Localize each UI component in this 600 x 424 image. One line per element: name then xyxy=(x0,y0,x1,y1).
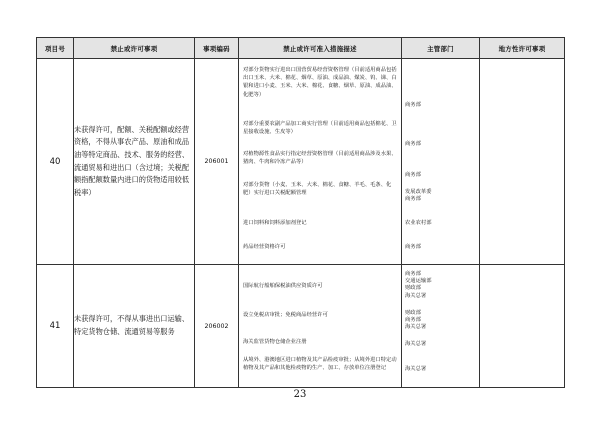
dept-name: 海关总署 xyxy=(405,366,427,372)
dept-group xyxy=(405,141,477,148)
measure-item: 对部分重要农副产品加工商实行管理（目前适用商品包括棉花、卫星接收设施、生皮等） xyxy=(243,121,397,136)
measures-cell xyxy=(239,265,402,388)
item-code: 206002 xyxy=(195,265,239,388)
measure-item: 对部分货物（小麦、玉米、大米、棉花、食糖、羊毛、毛条、化肥）实行进口关税配额管理 xyxy=(243,182,392,197)
dept-name: 发展改革委 xyxy=(405,189,432,195)
local-permit-cell xyxy=(480,59,565,265)
dept-name: 海关总署 xyxy=(405,324,427,331)
dept-cell xyxy=(402,59,480,265)
dept-name: 商务部 xyxy=(405,244,421,250)
measure-item: 国际航行船舶保税油供应资质许可 xyxy=(243,283,323,289)
dept-name: 财政部 xyxy=(405,285,421,292)
measure-item: 药品经营资格许可 xyxy=(243,244,286,250)
header-row xyxy=(37,38,565,59)
measure-item: 设立免税店审批；免税商品经营许可 xyxy=(243,312,328,318)
dept-group xyxy=(405,172,477,179)
dept-name: 商务部 xyxy=(405,196,421,203)
row-number: 40 xyxy=(37,59,74,265)
header-prohibit: 禁止或许可事项 xyxy=(74,38,195,59)
dept-group xyxy=(405,244,477,251)
dept-name: 商务部 xyxy=(405,317,421,324)
prohibit-description: 未获得许可，配额、关税配额或经营资格，不得从事农产品、原油和成品油等特定商品、技术、服务的经营、流通贸易和进出口（含过境；关税配额指配额数量内进口的货物适用较低税率） xyxy=(74,59,195,265)
measure-item: 对植物源性食品实行指定经营资格管理（目前适用商品涉及水果、猪肉、牛肉和冷冻产品等） xyxy=(243,151,397,166)
dept-name: 商务部 xyxy=(405,141,421,147)
header-code: 事项编码 xyxy=(195,38,239,59)
table-row-41 xyxy=(37,265,565,388)
local-permit-cell xyxy=(480,265,565,388)
header-item-no: 项目号 xyxy=(37,38,74,59)
header-dept: 主管部门 xyxy=(402,38,480,59)
dept-group xyxy=(405,366,477,373)
measure-item: 进口饲料和饲料添加剂登记 xyxy=(243,220,307,226)
dept-group xyxy=(405,310,477,332)
dept-group xyxy=(405,220,477,227)
prohibit-description: 未获得许可，不得从事进出口运输、特定货物仓储、流通贸易等服务 xyxy=(74,265,195,388)
header-measures: 禁止或许可准入措施描述 xyxy=(239,38,402,59)
dept-name: 海关总署 xyxy=(405,341,427,347)
dept-group xyxy=(405,189,477,203)
measure-item: 从境外、港澳地区进口植物及其产品检疫审批；从境外进口特定动植物及其产品和其他检疫物的生产、加工、存放单位注册登记 xyxy=(243,357,397,372)
dept-name: 商务部 xyxy=(405,271,421,277)
measure-item: 对部分货物实行进出口国营贸易经营资格管理（目前适用商品包括出口玉米、大米、棉花、烟草、原油、成品油、煤炭、钨、锑、白银和进口小麦、玉米、大米、棉花、食糖、烟草、原油、成品油、化肥等） xyxy=(243,67,397,98)
header-local: 地方性许可事项 xyxy=(480,38,565,59)
dept-name: 商务部 xyxy=(405,102,421,108)
measure-item: 海关监管货物仓储企业注册 xyxy=(243,339,307,345)
dept-name: 海关总署 xyxy=(405,292,427,299)
dept-cell xyxy=(402,265,480,388)
dept-name: 商务部 xyxy=(405,172,421,178)
dept-name: 农业农村部 xyxy=(405,220,432,226)
dept-group xyxy=(405,341,477,348)
page-number: 23 xyxy=(293,389,307,400)
dept-group xyxy=(405,102,477,109)
dept-name: 财政部 xyxy=(405,310,421,316)
permit-table xyxy=(36,37,565,388)
item-code: 206001 xyxy=(195,59,239,265)
dept-group xyxy=(405,271,477,300)
row-number: 41 xyxy=(37,265,74,388)
dept-name: 交通运输部 xyxy=(405,278,432,285)
table-row-40 xyxy=(37,59,565,265)
measures-cell xyxy=(239,59,402,265)
